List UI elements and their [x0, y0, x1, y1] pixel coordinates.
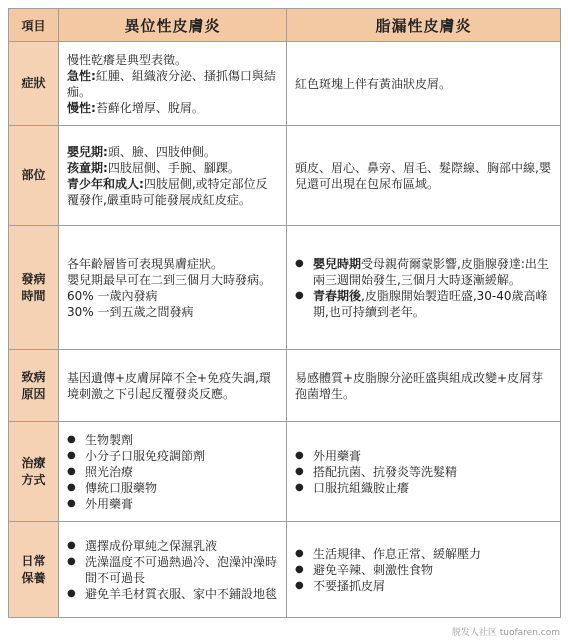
list-item: ● 避免辛辣、刺激性食物 — [295, 562, 552, 578]
treatment-atopic — [59, 422, 287, 522]
chronic-text: 苔蘚化增厚、脫屑。 — [95, 100, 204, 115]
onset-line2: 嬰兒期最早可在二到三個月大時發病。 — [67, 272, 272, 287]
comparison-table — [8, 8, 561, 618]
label-cause — [9, 350, 59, 422]
chronic-label: 慢性: — [67, 100, 96, 115]
label-onset-line1: 發病 — [21, 271, 46, 286]
header-seborrheic-dermatitis: 脂漏性皮膚炎 — [287, 9, 561, 42]
row-location — [9, 126, 561, 226]
list-item: ● 生活規律、作息正常、緩解壓力 — [295, 546, 552, 562]
row-daily — [9, 522, 561, 618]
onset-list — [295, 256, 552, 320]
acute-text: 紅腫、組織液分泌、搔抓傷口與結痂。 — [67, 68, 276, 99]
header-atopic-dermatitis: 異位性皮膚炎 — [59, 9, 287, 42]
symptom-atopic — [59, 42, 287, 126]
location-atopic — [59, 126, 287, 226]
onset-line3: 60% 一歲內發病 — [67, 288, 158, 303]
list-item: ● 不要搔抓皮屑 — [295, 578, 552, 594]
label-onset — [9, 226, 59, 350]
list-item: ● 搭配抗菌、抗發炎等洗髮精 — [295, 464, 552, 480]
label-cause-line1: 致病 — [21, 369, 46, 384]
label-daily-line1: 日常 — [21, 553, 46, 568]
symptom-chronic — [67, 100, 278, 116]
infant-label: 嬰兒期: — [67, 144, 108, 159]
daily-atopic — [59, 522, 287, 618]
symptom-intro: 慢性乾癢是典型表徵。 — [67, 52, 188, 67]
symptom-seborrheic: 紅色斑塊上伴有黃油狀皮屑。 — [287, 42, 561, 126]
cause-atopic: 基因遺傳+皮膚屏障不全+免疫失調,環境刺激之下引起反覆發炎反應。 — [59, 350, 287, 422]
label-treatment-line2: 方式 — [21, 472, 46, 487]
list-item: ● 小分子口服免疫調節劑 — [67, 448, 278, 464]
list-item: ● 口服抗組織胺止癢 — [295, 480, 552, 496]
child-label: 孩童期: — [67, 160, 108, 175]
label-onset-line2: 時間 — [21, 288, 46, 303]
location-seborrheic: 頭皮、眉心、鼻旁、眉毛、髮際線、胸部中線,嬰兒還可出現在包尿布區域。 — [287, 126, 561, 226]
acute-label: 急性: — [67, 68, 96, 83]
cause-seborrheic: 易感體質+皮脂腺分泌旺盛與組成改變+皮屑芽孢菌增生。 — [287, 350, 561, 422]
label-treatment-line1: 治療 — [21, 455, 46, 470]
list-item: ● 生物製劑 — [67, 432, 278, 448]
daily-atopic-list — [67, 538, 278, 602]
list-item — [295, 256, 552, 288]
list-item: ● 選擇成份單純之保濕乳液 — [67, 538, 278, 554]
row-symptom — [9, 42, 561, 126]
watermark: 脱发人社区 tuofaren.com — [451, 628, 560, 638]
label-daily-line2: 保養 — [21, 570, 46, 585]
onset-infant-label: 嬰兒時期 — [313, 256, 362, 271]
onset-infant-text: 受母親荷爾蒙影響,皮脂腺發達:出生兩三週開始發生,三個月大時逐漸緩解。 — [313, 256, 549, 287]
list-item — [295, 288, 552, 320]
symptom-acute — [67, 68, 278, 100]
daily-seborrheic-list — [295, 546, 552, 594]
row-cause — [9, 350, 561, 422]
list-item: ● 避免羊毛材質衣服、家中不鋪設地毯 — [67, 586, 278, 602]
list-item: ● 外用藥膏 — [67, 496, 278, 512]
onset-puberty-label: 青春期後 — [313, 288, 362, 303]
label-symptom: 症狀 — [9, 42, 59, 126]
onset-line1: 各年齡層皆可表現異膚症狀。 — [67, 256, 224, 271]
daily-seborrheic — [287, 522, 561, 618]
location-infant — [67, 144, 278, 160]
location-child — [67, 160, 278, 176]
label-cause-line2: 原因 — [21, 386, 46, 401]
header-row — [9, 9, 561, 42]
onset-atopic — [59, 226, 287, 350]
onset-seborrheic — [287, 226, 561, 350]
row-treatment — [9, 422, 561, 522]
treatment-seborrheic — [287, 422, 561, 522]
teen-text: 四肢屈側,或特定部位反覆發作,嚴重時可能發展成紅皮症。 — [67, 176, 268, 207]
label-daily — [9, 522, 59, 618]
row-onset — [9, 226, 561, 350]
onset-puberty-text: ,皮脂腺開始製造旺盛,30-40歲高峰期,也可持續到老年。 — [313, 288, 548, 319]
child-text: 四肢屈側、手腕、腳踝。 — [107, 160, 240, 175]
treatment-seborrheic-list — [295, 448, 552, 496]
treatment-atopic-list — [67, 432, 278, 512]
onset-line4: 30% 一到五歲之間發病 — [67, 304, 194, 319]
list-item: ● 傳統口服藥物 — [67, 480, 278, 496]
teen-label: 青少年和成人: — [67, 176, 144, 191]
label-location: 部位 — [9, 126, 59, 226]
header-item: 項目 — [9, 9, 59, 42]
location-teen — [67, 176, 278, 208]
label-treatment — [9, 422, 59, 522]
infant-text: 頭、臉、四肢伸側。 — [107, 144, 216, 159]
list-item: ● 照光治療 — [67, 464, 278, 480]
list-item: ● 外用藥膏 — [295, 448, 552, 464]
list-item: ● 洗澡溫度不可過熱過冷、泡澡沖澡時間不可過長 — [67, 554, 278, 586]
